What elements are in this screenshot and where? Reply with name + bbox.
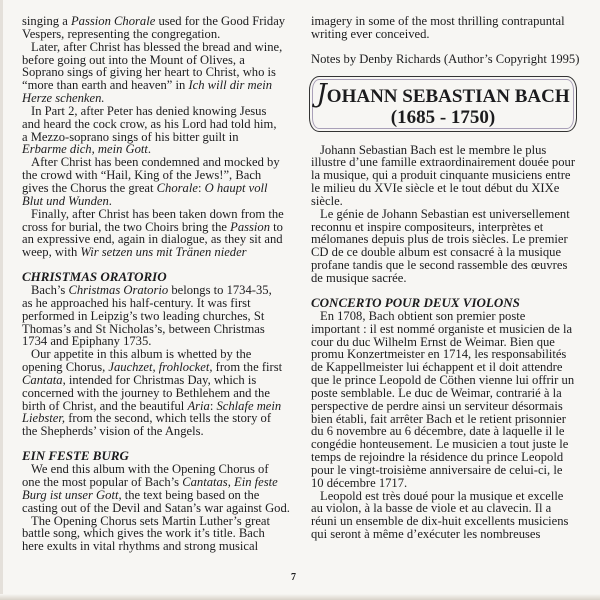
text-run: one the most popular of Bach’s [22,475,183,489]
text-run: writing ever conceived. [311,26,430,41]
text-run: 1734 and Epiphany 1735. [22,334,152,349]
paragraph [22,156,294,207]
italic-text: Herze schenken. [22,91,105,106]
text-run: The Opening Chorus sets Martin Luther’s great [31,513,270,528]
text-run: “more than earth and heaven” in [22,78,189,93]
text-run: the text being based on the [121,487,260,502]
text-line [311,272,581,285]
italic-text: O haupt voll [204,180,268,195]
text-run: Later, after Christ has blessed the bread and wine, [31,39,283,54]
text-run: . [147,142,152,157]
text-run: gives the Chorus the great [22,180,157,195]
text-run: In Part 2, after Peter has denied knowing Jesus [31,103,267,118]
text-run: here exults in vital rhythms and strong musical [22,539,259,554]
text-run: We end this album with the Opening Chorus of [31,462,269,477]
text-run: from the second, which tells the story of [65,411,272,426]
text-run: congédie honteusement. Le musicien a tout juste le [311,437,569,452]
text-line [311,528,581,541]
text-run: belongs to 1734-35, [168,283,272,298]
text-run: used for the Good Friday [155,14,286,28]
text-run: Our appetite in this album is whetted by the [31,347,252,362]
text-run: illustre d’une famille extraordinairement douée pour [311,155,576,170]
text-run: Finally, after Christ has been taken down from the [31,206,284,221]
italic-text: Burg ist unser Gott, [22,487,122,502]
text-run: birth of Christ, and the beautiful [22,398,188,413]
italic-text: Passion [230,219,271,234]
italic-text: Wir setzen uns mit Tränen nieder [80,245,247,260]
text-run: Thomas’s and St Nicholas’s, between Christmas [22,321,265,336]
text-run: 10 décembre 1717. [311,475,408,490]
italic-text: Cantata [22,372,63,387]
text-run: réuni un ensemble de dix-huit excellents musiciens [311,514,569,529]
text-run: Leopold est très doué pour la musique et excelle [320,488,564,503]
composer-name-text: OHANN SEBASTIAN BACH [326,85,570,107]
text-run: au violon, à la basse de viole et au clavecin. Il a [311,501,552,516]
paragraph [311,310,581,490]
text-run: cross for burial, the two Choirs bring the [22,219,231,234]
text-run: weep, with [22,245,81,260]
italic-text: Passion Chorale [70,14,156,28]
paragraph [22,515,294,554]
text-run: concerned with the journey to Bethlehem and the [22,385,270,400]
composer-name [310,78,576,109]
text-run: promu Konzertmeister en 1714, les responsabilités [311,347,567,362]
page-edge [0,0,3,600]
text-run: Soprano sings of giving her heart to Christ, who is [22,65,276,80]
text-run: , intended for Christmas Day, which is [62,372,257,387]
italic-text: Ich will dir mein [188,78,273,93]
text-run: opening Chorus, [22,360,109,375]
paragraph [311,144,581,208]
text-run: imagery in some of the most thrilling contrapuntal [311,14,565,28]
text-run: pour le vingt-troisième anniversaire de celui-ci, le [311,462,563,477]
italic-text: Jauchzet, frohlocket, [108,360,213,375]
paragraph [22,348,294,438]
text-run: an expressive end, again in dialogue, as they sit and [22,232,283,247]
paragraph [311,15,581,41]
text-run: performed in Leipzig’s two leading churches, St [22,308,265,323]
text-run: En 1708, Bach obtient son premier poste [320,308,526,323]
text-run: de musique sacrée. [311,270,407,285]
italic-text: Ein feste [234,475,278,489]
text-run: . [108,193,112,208]
text-run: Johann Sebastian Bach est le membre le plus [320,142,547,157]
italic-text: Aria [187,398,210,413]
text-line [22,246,294,259]
italic-text: Erbarme dich, mein Gott [22,142,148,157]
text-run: the crowd with “Hail, King of the Jews!”, Bach [22,168,262,183]
text-run: as he approached his half-century. It was first [22,295,251,310]
text-run: After Christ has been condemned and mocked by [31,155,280,170]
paragraph [22,463,294,514]
text-run: Vespers, representing the congregation. [22,26,221,41]
italic-text: Schlafe mein [216,398,282,413]
text-run: Bach’s [31,283,69,298]
text-run: CD de ce double album est consacré à la musique [311,245,562,260]
italic-text: Cantatas [182,475,228,489]
italic-text: Blut und Wunden [22,193,109,208]
text-line [311,53,581,66]
paragraph [311,490,581,541]
text-run: from the first [212,360,283,375]
text-run: important : il est nommé organiste et musicien de la [311,321,573,336]
text-line [22,425,294,438]
text-run: Notes by Denby Richards (Author’s Copyright 1995) [311,51,580,66]
text-run: and heard the cock crow, as his Lord had told him, [22,116,277,131]
italic-text: Christmas Oratorio [68,283,169,298]
text-run: , [227,475,234,489]
text-run: bien établi, fait arrêter Bach et le retient prisonnier [311,411,566,426]
paragraph [311,208,581,285]
paragraph [22,41,294,105]
composer-dates: (1685 - 1750) [390,106,496,128]
text-run: que le prince Leopold de Cöthen vienne lui offrir un [311,373,575,388]
text-run: qui seront à même d’exécuter les nombreuses [311,527,541,542]
text-run: : [197,180,205,195]
page-edge-bottom [0,594,600,600]
text-run: before going out into the Mount of Olives, a [22,52,245,67]
italic-text: Chorale [156,180,198,195]
title-box [309,76,577,132]
text-run: du 6 novembre au 6 décembre, date à laquelle il le [311,424,565,439]
section-heading: CONCERTO POUR DEUX VIOLONS [311,294,520,310]
text-run: le milieu du XVIe siècle et le tout début du XIXe [311,181,560,196]
text-line [311,28,581,41]
italic-text: Liebster, [22,411,66,426]
paragraph [311,53,581,66]
text-run: siècle. [311,193,343,208]
text-run: the Shepherds’ vision of the Angels. [22,424,204,439]
text-line [311,182,581,195]
section-heading: EIN FESTE BURG [22,448,129,464]
text-run: to [270,219,283,234]
text-run: profane tandis que le second rassemble des œuvres [311,258,568,273]
paragraph [22,15,294,41]
text-run: a Mezzo-soprano sings of his bitter guilt in [22,129,239,144]
text-run: singing a [22,14,71,28]
text-run: la musique, qui a produit cinquante musiciens entre [311,168,571,183]
paragraph [22,284,294,348]
text-run: perspective de perdre ainsi un serviteur désormais [311,398,563,413]
section-heading: CHRISTMAS ORATORIO [22,269,167,285]
text-run: reconnu et inspire compositeurs, interprètes et [311,219,544,234]
text-run: mélomanes depuis plus de trois siècles. Le premier [311,232,568,247]
text-run: cour du duc Wilhelm Ernst de Weimar. Bien que [311,334,555,349]
text-run: temps de rejoindre la résidence du prince Leopold [311,450,564,465]
text-run: de Kappellmeister lui échappent et il doit attendre [311,360,563,375]
decorative-initial: J [316,78,327,109]
text-run: Le génie de Johann Sebastian est universellement [320,206,570,221]
text-run: casting out of the Devil and Satan’s war against God. [22,500,290,515]
left-column [22,15,294,553]
paragraph [22,208,294,259]
page-number: 7 [291,572,296,583]
paragraph [22,105,294,156]
right-column [311,15,581,541]
text-run: battle song, which gives the work it’s title. Bach [22,526,265,541]
text-run: : [209,398,217,413]
text-run: poste semblable. Le duc de Weimar, contrarié à la [311,385,562,400]
text-line [22,540,294,553]
